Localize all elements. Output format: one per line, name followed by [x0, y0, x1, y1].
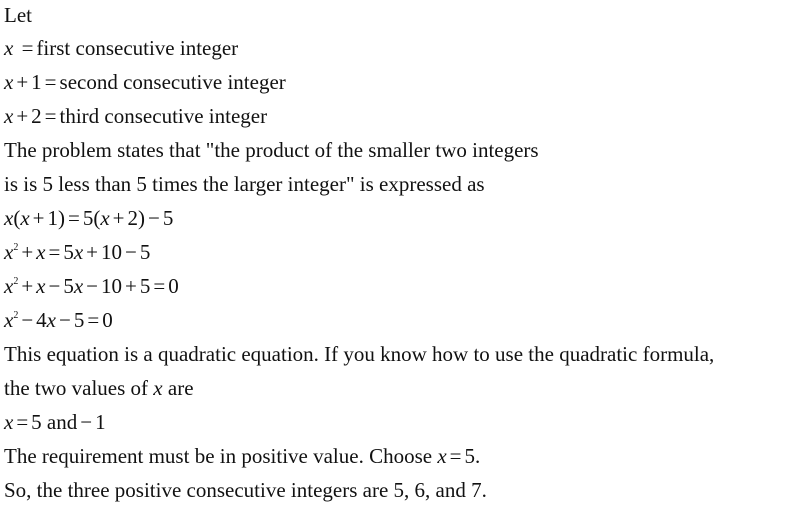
- variable-x: x: [153, 376, 163, 400]
- equals-sign: =: [153, 274, 166, 298]
- definition-third: [4, 99, 796, 133]
- quadratic-text: the two values of: [4, 376, 149, 400]
- solutions-line: [4, 405, 796, 439]
- paren: ): [58, 206, 65, 230]
- problem-text: is is 5 less than 5 times the larger integer" is expressed as: [4, 172, 485, 196]
- number: 5: [139, 274, 151, 298]
- exponent: 2: [13, 242, 19, 253]
- definition-first: [4, 31, 796, 65]
- number: 5: [63, 240, 74, 264]
- variable-x: x: [100, 206, 110, 230]
- variable-x: x: [4, 410, 14, 434]
- number: 10: [101, 274, 123, 298]
- problem-statement-line-2: [4, 167, 796, 201]
- equals-sign: =: [68, 206, 80, 230]
- quadratic-note-line-1: [4, 337, 796, 371]
- exponent: 2: [13, 310, 19, 321]
- variable-x: x: [4, 274, 14, 298]
- and-text: and: [46, 410, 78, 434]
- minus-sign: −: [86, 274, 99, 298]
- quadratic-note-line-2: [4, 371, 796, 405]
- variable-x: x: [73, 240, 84, 264]
- plus-sign: +: [86, 240, 99, 264]
- variable-x: x: [437, 444, 447, 468]
- number: 1: [47, 206, 58, 230]
- variable-x: x: [4, 104, 14, 128]
- variable-x: x: [4, 308, 14, 332]
- quadratic-text: This equation is a quadratic equation. If you know how to use the quadratic formula,: [4, 342, 715, 366]
- variable-x: x: [4, 70, 14, 94]
- plus-sign: +: [21, 274, 34, 298]
- minus-sign: −: [148, 206, 160, 230]
- problem-statement-line-1: [4, 133, 796, 167]
- conclusion-line: [4, 473, 796, 507]
- minus-sign: −: [59, 308, 71, 332]
- definition-second: [4, 65, 796, 99]
- equals-sign: =: [48, 240, 61, 264]
- number: 5: [82, 206, 94, 230]
- variable-x: x: [73, 274, 84, 298]
- paren: (: [13, 206, 21, 230]
- equals-sign: =: [21, 36, 34, 60]
- quadratic-text: are: [167, 376, 194, 400]
- conclusion-text: So, the three positive consecutive integers are 5, 6, and 7.: [4, 478, 487, 502]
- variable-x: x: [36, 274, 46, 298]
- number: 0: [102, 308, 113, 332]
- let-text: Let: [4, 3, 32, 27]
- number: 5: [73, 308, 85, 332]
- equals-sign: =: [44, 70, 57, 94]
- exponent: 2: [13, 276, 19, 287]
- number: 5: [139, 240, 151, 264]
- variable-x: x: [4, 240, 14, 264]
- plus-sign: +: [16, 104, 29, 128]
- number: 10: [101, 240, 123, 264]
- variable-x: x: [4, 206, 14, 230]
- plus-sign: +: [32, 206, 45, 230]
- number: 5: [31, 410, 42, 434]
- plus-sign: +: [21, 240, 34, 264]
- equals-sign: =: [16, 410, 29, 434]
- requirement-line: [4, 439, 796, 473]
- definition-text: third consecutive integer: [59, 104, 268, 128]
- number: 4: [36, 308, 47, 332]
- minus-sign: −: [21, 308, 34, 332]
- number: 1: [95, 410, 106, 434]
- number: 2: [127, 206, 139, 230]
- equals-sign: =: [87, 308, 100, 332]
- variable-x: x: [36, 240, 46, 264]
- minus-sign: −: [48, 274, 61, 298]
- number: 5: [162, 206, 174, 230]
- variable-x: x: [20, 206, 30, 230]
- problem-text: The problem states that "the product of the smaller two integers: [4, 138, 539, 162]
- plus-sign: +: [16, 70, 29, 94]
- number: 1: [31, 70, 42, 94]
- number: 5: [63, 274, 74, 298]
- solution-document: [4, 0, 796, 507]
- equation-4: [4, 303, 796, 337]
- minus-sign: −: [125, 240, 137, 264]
- paren: ): [138, 206, 146, 230]
- minus-sign: −: [80, 410, 93, 434]
- variable-x: x: [4, 36, 14, 60]
- number: 0: [168, 274, 179, 298]
- definition-text: second consecutive integer: [59, 70, 286, 94]
- plus-sign: +: [112, 206, 125, 230]
- equation-2: [4, 235, 796, 269]
- paren: (: [93, 206, 101, 230]
- let-line: [4, 0, 796, 31]
- equals-sign: =: [449, 444, 462, 468]
- requirement-text: The requirement must be in positive value. Choose: [4, 444, 433, 468]
- equals-sign: =: [44, 104, 57, 128]
- equation-3: [4, 269, 796, 303]
- plus-sign: +: [125, 274, 137, 298]
- number: 5.: [464, 444, 481, 468]
- definition-text: first consecutive integer: [36, 36, 239, 60]
- variable-x: x: [46, 308, 56, 332]
- number: 2: [31, 104, 42, 128]
- equation-1: [4, 201, 796, 235]
